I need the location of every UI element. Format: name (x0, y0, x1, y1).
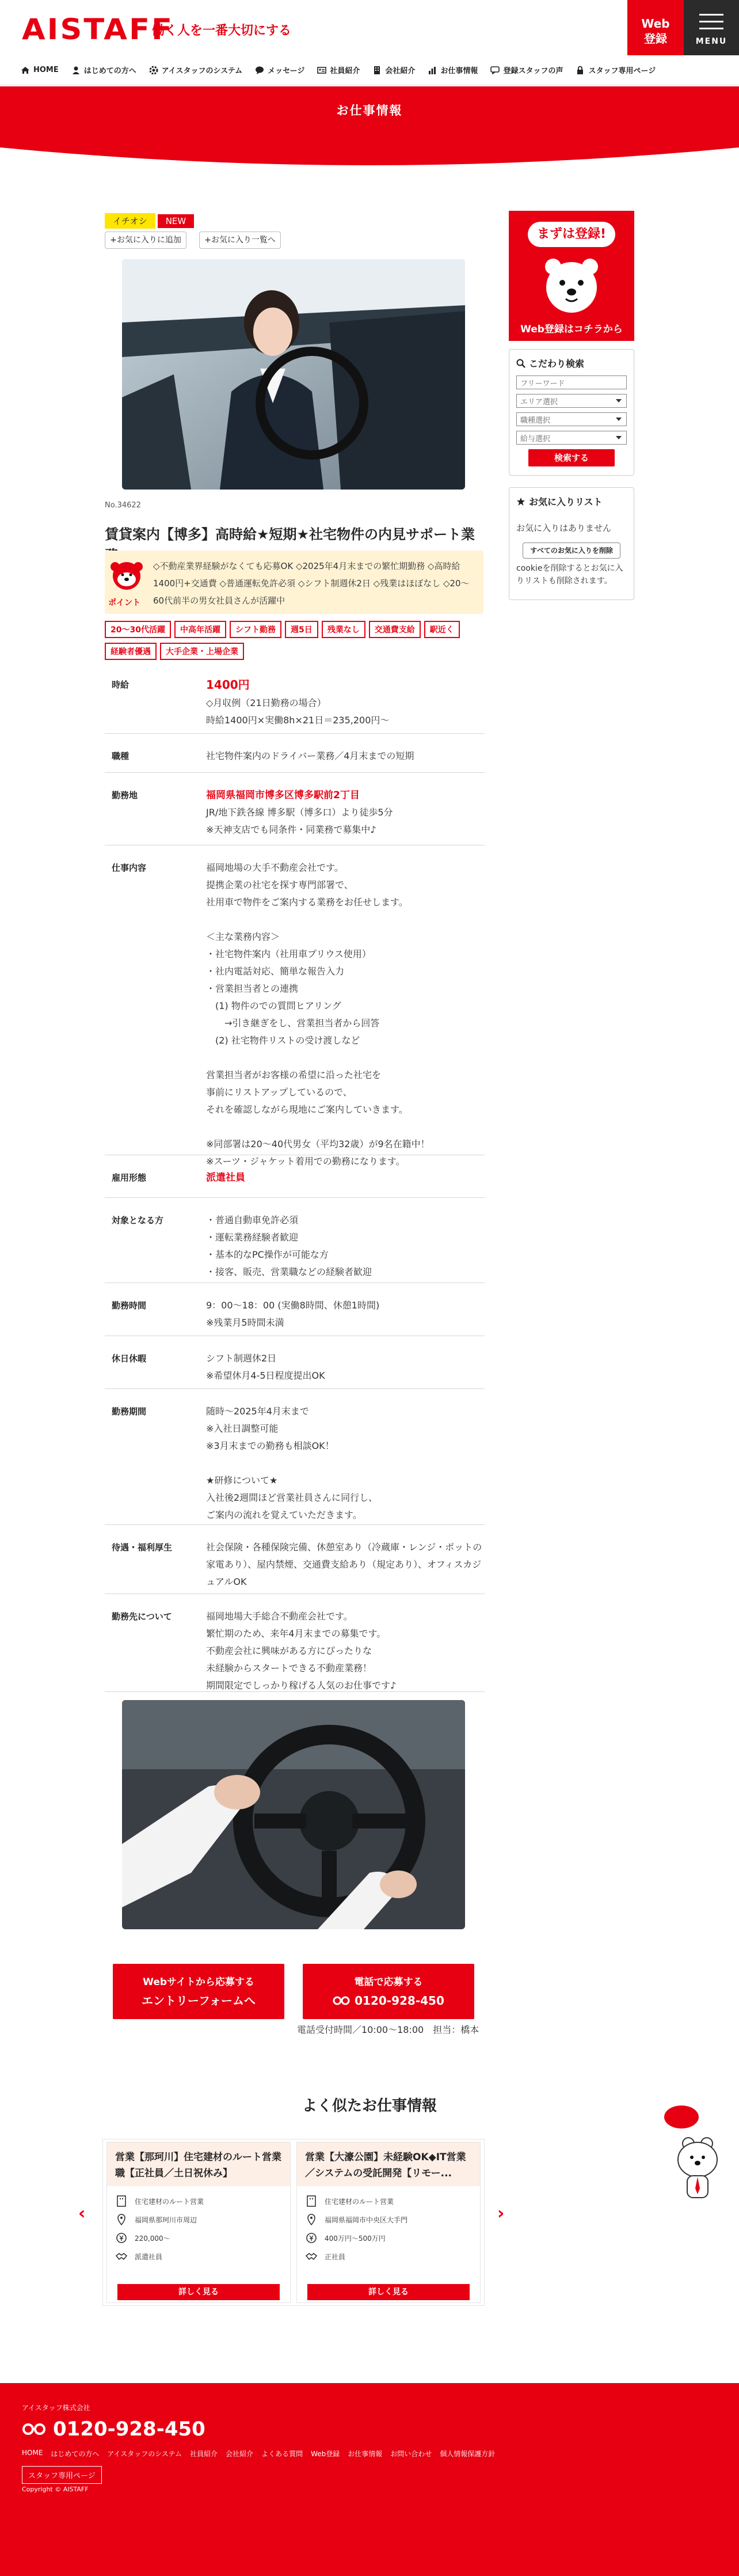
building-icon (115, 2195, 128, 2207)
search-icon (516, 359, 525, 368)
tag: 週5日 (285, 621, 318, 638)
entry-form-button[interactable] (113, 1964, 284, 2019)
nav-label: HOME (33, 66, 59, 74)
card-title: 営業【大濠公園】未経験OK◆IT営業／システムの受託開発【リモー... (297, 2142, 480, 2186)
detail-value (206, 787, 482, 839)
free-dial-icon (22, 2422, 46, 2437)
nav-jobs[interactable] (428, 65, 478, 75)
menu-button[interactable] (684, 0, 739, 55)
site-header (0, 0, 739, 55)
hamburger-icon (699, 14, 723, 16)
occupation-select[interactable]: 職種選択 (516, 412, 627, 426)
floating-bear-mascot-icon[interactable] (662, 2096, 719, 2200)
chart-icon (428, 66, 437, 75)
footer-links (22, 2449, 495, 2459)
detail-row-benefits (105, 1525, 485, 1594)
tag: シフト勤務 (230, 621, 281, 638)
detail-value (206, 676, 482, 729)
card-row-text: 400万円〜500万円 (325, 2234, 386, 2243)
card-row (297, 2229, 480, 2247)
nav-label: 社員紹介 (330, 67, 360, 75)
detail-label: 勤務期間 (112, 1406, 147, 1417)
search-heading (516, 356, 627, 370)
card-row (107, 2210, 290, 2229)
job-badges (105, 213, 196, 229)
job-photo-steering-wheel (122, 1700, 465, 1929)
wage-detail: ◇月収例（21日勤務の場合） 時給1400円×実働8h×21日＝235,200円〜 (206, 697, 390, 726)
detail-label: 勤務地 (112, 790, 138, 801)
nav-system[interactable] (149, 65, 242, 75)
card-row (297, 2247, 480, 2266)
gear-icon (149, 66, 158, 75)
footer-link[interactable]: Web登録 (311, 2450, 340, 2458)
global-nav (0, 55, 739, 85)
job-tags (105, 621, 485, 660)
carousel-next-arrow-icon[interactable]: › (497, 2203, 505, 2224)
detail-label: 仕事内容 (112, 863, 147, 873)
favorites-cookie-note: cookieを削除するとお気に入りリストも削除されます。 (516, 564, 623, 586)
nav-home[interactable] (21, 66, 59, 75)
carousel-prev-arrow-icon[interactable]: ‹ (78, 2203, 86, 2224)
cta-tel-number-wrap (303, 1991, 474, 2010)
tag: 大手企業・上場企業 (160, 643, 244, 660)
detail-label: 対象となる方 (112, 1215, 164, 1226)
card-detail-button[interactable]: 詳しく見る (307, 2284, 470, 2300)
wage-amount: 1400円 (206, 678, 250, 692)
detail-value: 社会保険・各種保険完備、休憩室あり（冷蔵庫・レンジ・ポットの家電あり）、屋内禁煙、交通費支給あり（規定あり）、オフィスカジュアルOK (206, 1542, 482, 1587)
card-row-text: 正社員 (325, 2252, 346, 2261)
lock-icon (576, 66, 585, 75)
card-row (297, 2210, 480, 2229)
tag: 残業なし (322, 621, 365, 638)
sidebar-search (509, 349, 634, 476)
detail-value: ・普通自動車免許必須 ・運転業務経験者歓迎 ・基本的なPC操作が可能な方 ・接客、販売、営業職などの経験者歓迎 (206, 1215, 372, 1277)
handshake-icon (305, 2250, 318, 2263)
detail-value: 社宅物件案内のドライバー業務／4月末までの短期 (206, 750, 414, 761)
map-pin-icon (115, 2213, 128, 2226)
favorite-list-button[interactable]: +お気に入り一覧へ (199, 232, 281, 249)
detail-value: 9：00〜18：00 (実働8時間、休憩1時間) ※残業月5時間未満 (206, 1300, 380, 1328)
footer-staff-page-button[interactable]: スタッフ専用ページ (22, 2466, 102, 2484)
detail-value: 福岡地場の大手不動産会社です。 提携企業の社宅を探す専門部署で、 社用車で物件をご案内する業務をお任せします。 ＜主な業務内容＞ ・社宅物件案内（社用車プリウス使用） ・社内電話対応、簡単な報告入力 ・営業担当者との連携 (1) 物件のでの質問ヒアリング →引き継ぎをし、営業担当者から回答 (2) 社宅物件リストの受け渡しなど 営業担当者がお客様の希望に沿った社宅を 事前にリストアップしているので、 それを確認しながら現地にご案内していきます。 ※同部署は20〜40代男女（平均32歳）が9名在籍中！ ※スーツ・ジャケット着用での勤務になります。 (206, 862, 430, 1167)
band-curve (0, 143, 739, 172)
cta-web-line2: エントリーフォームへ (142, 1994, 256, 2008)
bear-mascot-icon (543, 254, 600, 317)
nav-company[interactable] (372, 65, 415, 75)
favorites-empty-text: お気に入りはありません (516, 523, 612, 533)
detail-value: シフト制週休2日 ※希望休月4-5日程度提出OK (206, 1353, 325, 1381)
location-address: 福岡県福岡市博多区博多駅前2丁目 (206, 790, 360, 801)
nav-staff-intro[interactable] (317, 65, 360, 75)
card-row-text: 住宅建材のルート営業 (135, 2197, 204, 2206)
card-title: 営業【那珂川】住宅建材のルート営業職【正社員／土日祝休み】 (107, 2142, 290, 2186)
salary-select[interactable]: 給与選択 (516, 431, 627, 445)
phone-apply-button[interactable] (303, 1964, 474, 2019)
footer-link[interactable]: お仕事情報 (348, 2450, 383, 2458)
footer-link[interactable]: アイスタッフのシステム (107, 2450, 182, 2458)
freeword-input[interactable]: フリーワード (516, 375, 627, 389)
detail-row-hours (105, 1283, 485, 1336)
job-title: 賃貸案内【博多】高時給★短期★社宅物件の内見サポート業 (105, 526, 475, 542)
site-logo[interactable]: AISTAFF (22, 13, 174, 46)
detail-row-job-content (105, 845, 485, 1167)
tel-reception-note: 電話受付時間／10:00〜18:00 担当：橋本 (297, 2024, 479, 2035)
footer-link[interactable]: 個人情報保護方針 (440, 2450, 496, 2458)
nav-label: 会社紹介 (385, 67, 416, 75)
cta-tel-number: 0120-928-450 (355, 1994, 444, 2008)
footer-copyright: Copyright © AISTAFF (22, 2486, 89, 2493)
point-box (105, 551, 483, 614)
chat-icon (490, 66, 500, 75)
nav-message[interactable] (255, 65, 304, 75)
footer-link[interactable]: お問い合わせ (390, 2450, 432, 2458)
register-foot-text: Web登録はコチラから (520, 324, 623, 335)
hamburger-icon-bar (699, 21, 723, 22)
job-photo-driver (122, 259, 465, 490)
point-label: ポイント (108, 598, 140, 608)
web-register-line2: 登録 (644, 32, 667, 45)
search-button[interactable]: 検索する (528, 449, 615, 466)
building-icon (372, 66, 382, 75)
tag: 20〜30代活躍 (105, 621, 171, 638)
similar-job-card[interactable] (296, 2142, 481, 2303)
detail-value (206, 1169, 482, 1186)
nav-label: お仕事情報 (440, 67, 478, 75)
person-icon (71, 66, 81, 75)
tag: 駅近く (424, 621, 460, 638)
nav-label: アイスタッフのシステム (161, 67, 243, 75)
nav-staff-page[interactable] (576, 65, 656, 75)
hamburger-icon-bar (699, 28, 723, 29)
add-favorite-button[interactable]: +お気に入りに追加 (105, 232, 186, 249)
card-detail-button[interactable]: 詳しく見る (117, 2284, 280, 2300)
badge-new: NEW (158, 214, 195, 228)
tag: 経験者優遇 (105, 643, 157, 660)
web-register-line1: Web (641, 17, 670, 31)
register-bubble: まずは登録! (528, 222, 615, 247)
page-title: お仕事情報 (336, 104, 403, 117)
detail-row-target (105, 1198, 485, 1283)
web-register-button[interactable] (627, 0, 684, 55)
detail-value: 随時〜2025年4月末まで ※入社日調整可能 ※3月末までの勤務も相談OK！ ★研修について★ 入社後2週間ほど営業社員さんに同行し、 ご案内の流れを覚えていただきます。 (206, 1406, 378, 1520)
star-icon (516, 497, 525, 506)
area-select[interactable]: エリア選択 (516, 394, 627, 408)
detail-row-location (105, 773, 485, 845)
handshake-icon (115, 2250, 128, 2263)
card-row-text: 住宅建材のルート営業 (325, 2197, 394, 2206)
card-row-text: 福岡県福岡市中央区大手門 (325, 2215, 408, 2224)
free-dial-icon (333, 1995, 350, 2006)
site-tagline: 働く人を一番大切にする (152, 24, 292, 38)
card-row (107, 2229, 290, 2247)
nav-label: メッセージ (268, 67, 305, 75)
tag: 中高年活躍 (174, 621, 226, 638)
speech-bubble-icon (255, 66, 264, 75)
footer-tel-number: 0120-928-450 (53, 2418, 205, 2441)
card-row-text: 福岡県那珂川市周辺 (135, 2215, 197, 2224)
footer-company: アイスタッフ株式会社 (22, 2404, 90, 2412)
detail-row-wage (105, 662, 485, 734)
footer-link[interactable]: HOME (22, 2449, 43, 2457)
footer-link[interactable]: よくある質問 (261, 2450, 303, 2458)
sidebar-favorites (509, 487, 634, 600)
coin-icon (115, 2232, 128, 2244)
detail-row-company (105, 1594, 485, 1692)
footer-tel[interactable] (22, 2418, 205, 2441)
detail-label: 勤務時間 (112, 1300, 147, 1311)
id-card-icon (317, 66, 326, 75)
detail-row-occupation (105, 734, 485, 773)
site-footer (0, 2383, 739, 2576)
map-pin-icon (305, 2213, 318, 2226)
sidebar-register-banner[interactable] (509, 211, 634, 341)
nav-first-time[interactable] (71, 65, 136, 75)
card-row-text: 派遣社員 (135, 2252, 163, 2261)
detail-row-period (105, 1389, 485, 1525)
search-title: こだわり検索 (529, 358, 585, 369)
detail-label: 職種 (112, 751, 129, 761)
footer-link[interactable]: 会社紹介 (226, 2450, 254, 2458)
nav-label: スタッフ専用ページ (588, 67, 656, 75)
detail-label: 雇用形態 (112, 1173, 147, 1183)
card-row (107, 2192, 290, 2210)
tag: 交通費支給 (369, 621, 421, 638)
footer-link[interactable]: はじめての方へ (51, 2450, 100, 2458)
card-row (297, 2192, 480, 2210)
similar-jobs-carousel (102, 2139, 485, 2306)
home-icon (21, 66, 30, 75)
favorites-heading (516, 495, 627, 508)
detail-row-employment (105, 1155, 485, 1198)
nav-label: 登録スタッフの声 (503, 67, 563, 75)
badge-ichioshi: イチオシ (105, 213, 155, 229)
location-detail: JR/地下鉄各線 博多駅（博多口）より徒歩5分 ※天神支店でも同条件・同業務で募集中♪ (206, 807, 393, 835)
detail-label: 勤務先について (112, 1611, 172, 1622)
detail-label: 待遇・福利厚生 (112, 1542, 173, 1553)
detail-row-holidays (105, 1336, 485, 1389)
cta-tel-line1: 電話で応募する (354, 1976, 423, 1988)
detail-label: 時給 (112, 680, 129, 690)
nav-label: はじめての方へ (83, 67, 136, 75)
footer-link[interactable]: 社員紹介 (190, 2450, 218, 2458)
coin-icon (305, 2232, 318, 2244)
menu-label: MENU (695, 37, 727, 46)
detail-value: 福岡地場大手総合不動産会社です。 繁忙期のため、来年4月末までの募集です。 不動産会社に興味がある方にぴったりな 未経験からスタートできる不動産業務！ 期間限定でしっかり稼げる人気のお仕事です♪ (206, 1611, 397, 1691)
delete-all-favorites-button[interactable]: すべてのお気に入りを削除 (523, 542, 620, 559)
building-icon (305, 2195, 318, 2207)
cta-web-line1: Webサイトから応募する (143, 1976, 254, 1988)
detail-label: 休日休暇 (112, 1353, 147, 1364)
employment-type: 派遣社員 (206, 1172, 245, 1183)
card-row-text: 220,000〜 (135, 2234, 170, 2243)
similar-job-card[interactable] (106, 2142, 291, 2303)
similar-jobs-title: よく似たお仕事情報 (302, 2097, 437, 2115)
point-text: ◇不動産業界経験がなくても応募OK ◇2025年4月末までの繁忙期勤務 ◇高時給1400円+交通費 ◇普通運転免許必須 ◇シフト制週休2日 ◇残業はほぼなし ◇20〜60代前半の男女社員さんが活躍中 (153, 561, 470, 606)
favorites-title: お気に入りリスト (529, 496, 603, 507)
job-number: No.34622 (105, 501, 141, 510)
card-row (107, 2247, 290, 2266)
nav-voices[interactable] (490, 65, 563, 75)
